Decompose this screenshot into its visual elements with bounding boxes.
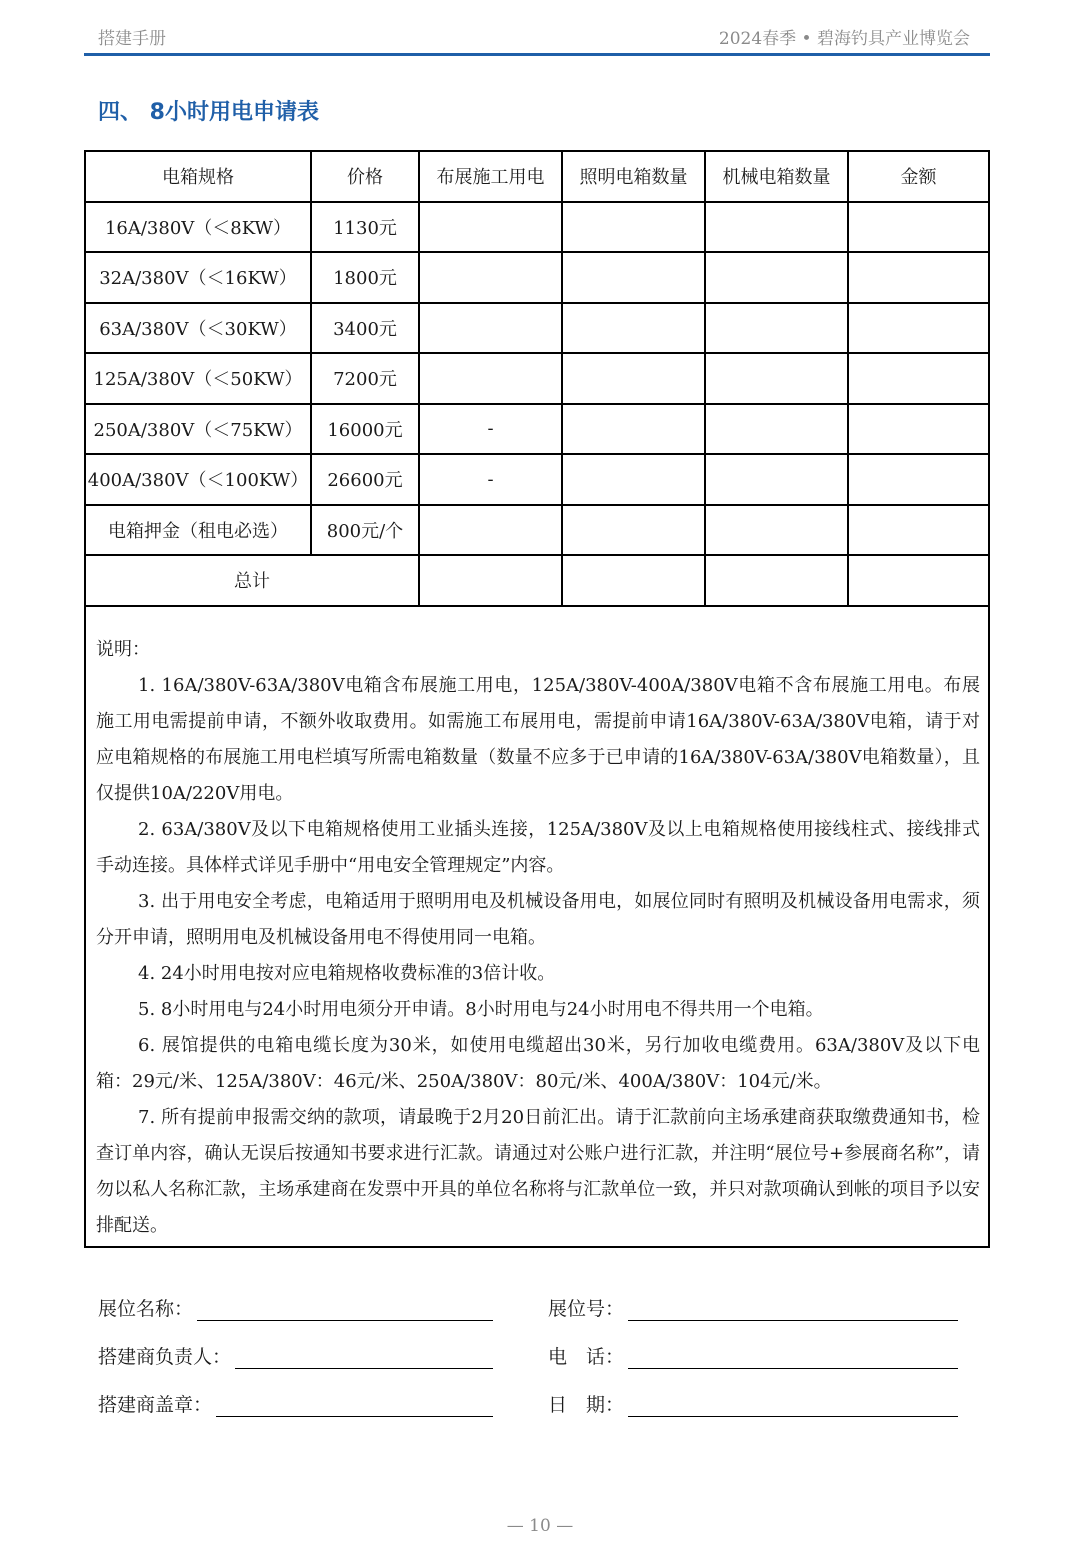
builder-contact-field[interactable] <box>235 1344 493 1369</box>
table-row <box>86 454 988 505</box>
note-item: 1. 16A/380V-63A/380V电箱含布展施工用电，125A/380V-400A/380V电箱不含布展施工用电。布展施工用电需提前申请，不额外收取费用。如需施工布展用电，需提前申请16A/380V-63A/380V电箱，请于对应电箱规格的布展施工用电栏填写所需电箱数量（数量不应多于已申请的16A/380V-63A/380V电箱数量），且仅提供10A/220V用电。 <box>96 675 980 804</box>
cell-price: 1130元 <box>311 202 419 253</box>
cell-lighting-qty-input[interactable] <box>562 252 705 303</box>
cell-price: 1800元 <box>311 252 419 303</box>
cell-price: 3400元 <box>311 303 419 354</box>
cell-amount-input[interactable] <box>848 404 988 455</box>
booth-no-field[interactable] <box>628 1296 958 1321</box>
cell-amount-input[interactable] <box>848 303 988 354</box>
note-item: 5. 8小时用电与24小时用电须分开申请。8小时用电与24小时用电不得共用一个电箱。 <box>138 999 824 1020</box>
cell-construction-input[interactable] <box>419 202 562 253</box>
cell-lighting-qty-input[interactable] <box>562 303 705 354</box>
column-header-construction-power: 布展施工用电 <box>419 152 562 202</box>
column-header-lighting-box-qty: 照明电箱数量 <box>562 152 705 202</box>
cell-price: 800元/个 <box>311 505 419 556</box>
cell-spec: 400A/380V（＜100KW） <box>86 454 311 505</box>
total-label: 总计 <box>86 555 419 606</box>
cell-construction-input[interactable] <box>419 505 562 556</box>
cell-construction-na: - <box>419 454 562 505</box>
phone-label: 电 话： <box>548 1346 625 1368</box>
note-item: 2. 63A/380V及以下电箱规格使用工业插头连接，125A/380V及以上电箱规格使用接线柱式、接线排式手动连接。具体样式详见手册中“用电安全管理规定”内容。 <box>96 819 980 876</box>
cell-construction-input[interactable] <box>419 303 562 354</box>
note-item: 7. 所有提前申报需交纳的款项，请最晚于2月20日前汇出。请于汇款前向主场承建商获取缴费通知书，检查订单内容，确认无误后按通知书要求进行汇款。请通过对公账户进行汇款，并注明“展位号+参展商名称”，请勿以私人名称汇款，主场承建商在发票中开具的单位名称将与汇款单位一致，并只对款项确认到帐的项目予以安排配送。 <box>96 1107 980 1236</box>
cell-machine-qty-input[interactable] <box>705 454 848 505</box>
page-number: — 10 — <box>506 1516 574 1536</box>
column-header-price: 价格 <box>311 152 419 202</box>
phone-row <box>548 1333 958 1369</box>
cell-lighting-qty-input[interactable] <box>562 404 705 455</box>
header-divider <box>84 53 990 56</box>
cell-price: 26600元 <box>311 454 419 505</box>
cell-spec: 63A/380V（＜30KW） <box>86 303 311 354</box>
cell-machine-qty-input[interactable] <box>705 303 848 354</box>
date-row <box>548 1381 958 1417</box>
cell-machine-qty-input[interactable] <box>705 404 848 455</box>
table-row <box>86 505 988 556</box>
cell-lighting-qty-input[interactable] <box>562 353 705 404</box>
cell-amount-input[interactable] <box>848 505 988 556</box>
builder-stamp-field[interactable] <box>216 1392 493 1417</box>
date-field[interactable] <box>628 1392 958 1417</box>
cell-lighting-qty-input[interactable] <box>562 505 705 556</box>
note-item: 4. 24小时用电按对应电箱规格收费标准的3倍计收。 <box>138 963 556 984</box>
date-label: 日 期： <box>548 1394 625 1416</box>
builder-stamp-row <box>98 1381 493 1417</box>
cell-machine-qty-input[interactable] <box>705 202 848 253</box>
builder-contact-label: 搭建商负责人： <box>98 1346 232 1368</box>
table-row <box>86 202 988 253</box>
table-row <box>86 353 988 404</box>
cell-machine-qty-input[interactable] <box>705 252 848 303</box>
booth-no-row <box>548 1285 958 1321</box>
column-header-amount: 金额 <box>848 152 988 202</box>
cell-lighting-qty-input[interactable] <box>562 202 705 253</box>
cell-construction-input[interactable] <box>419 353 562 404</box>
cell-construction-na: - <box>419 404 562 455</box>
booth-no-label: 展位号： <box>548 1298 625 1320</box>
builder-stamp-label: 搭建商盖章： <box>98 1394 213 1416</box>
cell-spec: 125A/380V（＜50KW） <box>86 353 311 404</box>
table-row <box>86 303 988 354</box>
cell-machine-qty-input[interactable] <box>705 505 848 556</box>
notes-section <box>96 632 980 1244</box>
page-title: 四、 8小时用电申请表 <box>98 100 319 125</box>
cell-amount-input[interactable] <box>848 202 988 253</box>
total-construction-input[interactable] <box>419 555 562 606</box>
cell-spec: 250A/380V（＜75KW） <box>86 404 311 455</box>
notes-heading: 说明： <box>96 639 150 660</box>
column-header-machine-box-qty: 机械电箱数量 <box>705 152 848 202</box>
cell-price: 16000元 <box>311 404 419 455</box>
cell-lighting-qty-input[interactable] <box>562 454 705 505</box>
column-header-spec: 电箱规格 <box>86 152 311 202</box>
cell-amount-input[interactable] <box>848 252 988 303</box>
cell-price: 7200元 <box>311 353 419 404</box>
power-application-table <box>86 152 988 607</box>
booth-name-row <box>98 1285 493 1321</box>
phone-field[interactable] <box>628 1344 958 1369</box>
cell-machine-qty-input[interactable] <box>705 353 848 404</box>
cell-spec: 电箱押金（租电必选） <box>86 505 311 556</box>
total-amount-input[interactable] <box>848 555 988 606</box>
table-total-row <box>86 555 988 606</box>
cell-amount-input[interactable] <box>848 454 988 505</box>
header-manual-title: 搭建手册 <box>98 29 166 49</box>
total-machine-qty-input[interactable] <box>705 555 848 606</box>
booth-name-field[interactable] <box>197 1296 493 1321</box>
table-row <box>86 404 988 455</box>
booth-name-label: 展位名称： <box>98 1298 194 1320</box>
header-event-title: 2024春季 • 碧海钓具产业博览会 <box>718 29 970 49</box>
total-lighting-qty-input[interactable] <box>562 555 705 606</box>
cell-spec: 16A/380V（＜8KW） <box>86 202 311 253</box>
cell-spec: 32A/380V（＜16KW） <box>86 252 311 303</box>
table-row <box>86 252 988 303</box>
cell-amount-input[interactable] <box>848 353 988 404</box>
application-form-frame <box>84 150 990 1248</box>
table-header-row <box>86 152 988 202</box>
cell-construction-input[interactable] <box>419 252 562 303</box>
note-item: 6. 展馆提供的电箱电缆长度为30米，如使用电缆超出30米，另行加收电缆费用。63A/380V及以下电箱：29元/米、125A/380V：46元/米、250A/380V：80元/米、400A/380V：104元/米。 <box>96 1035 980 1092</box>
builder-contact-row <box>98 1333 493 1369</box>
note-item: 3. 出于用电安全考虑，电箱适用于照明用电及机械设备用电，如展位同时有照明及机械设备用电需求，须分开申请，照明用电及机械设备用电不得使用同一电箱。 <box>96 891 980 948</box>
